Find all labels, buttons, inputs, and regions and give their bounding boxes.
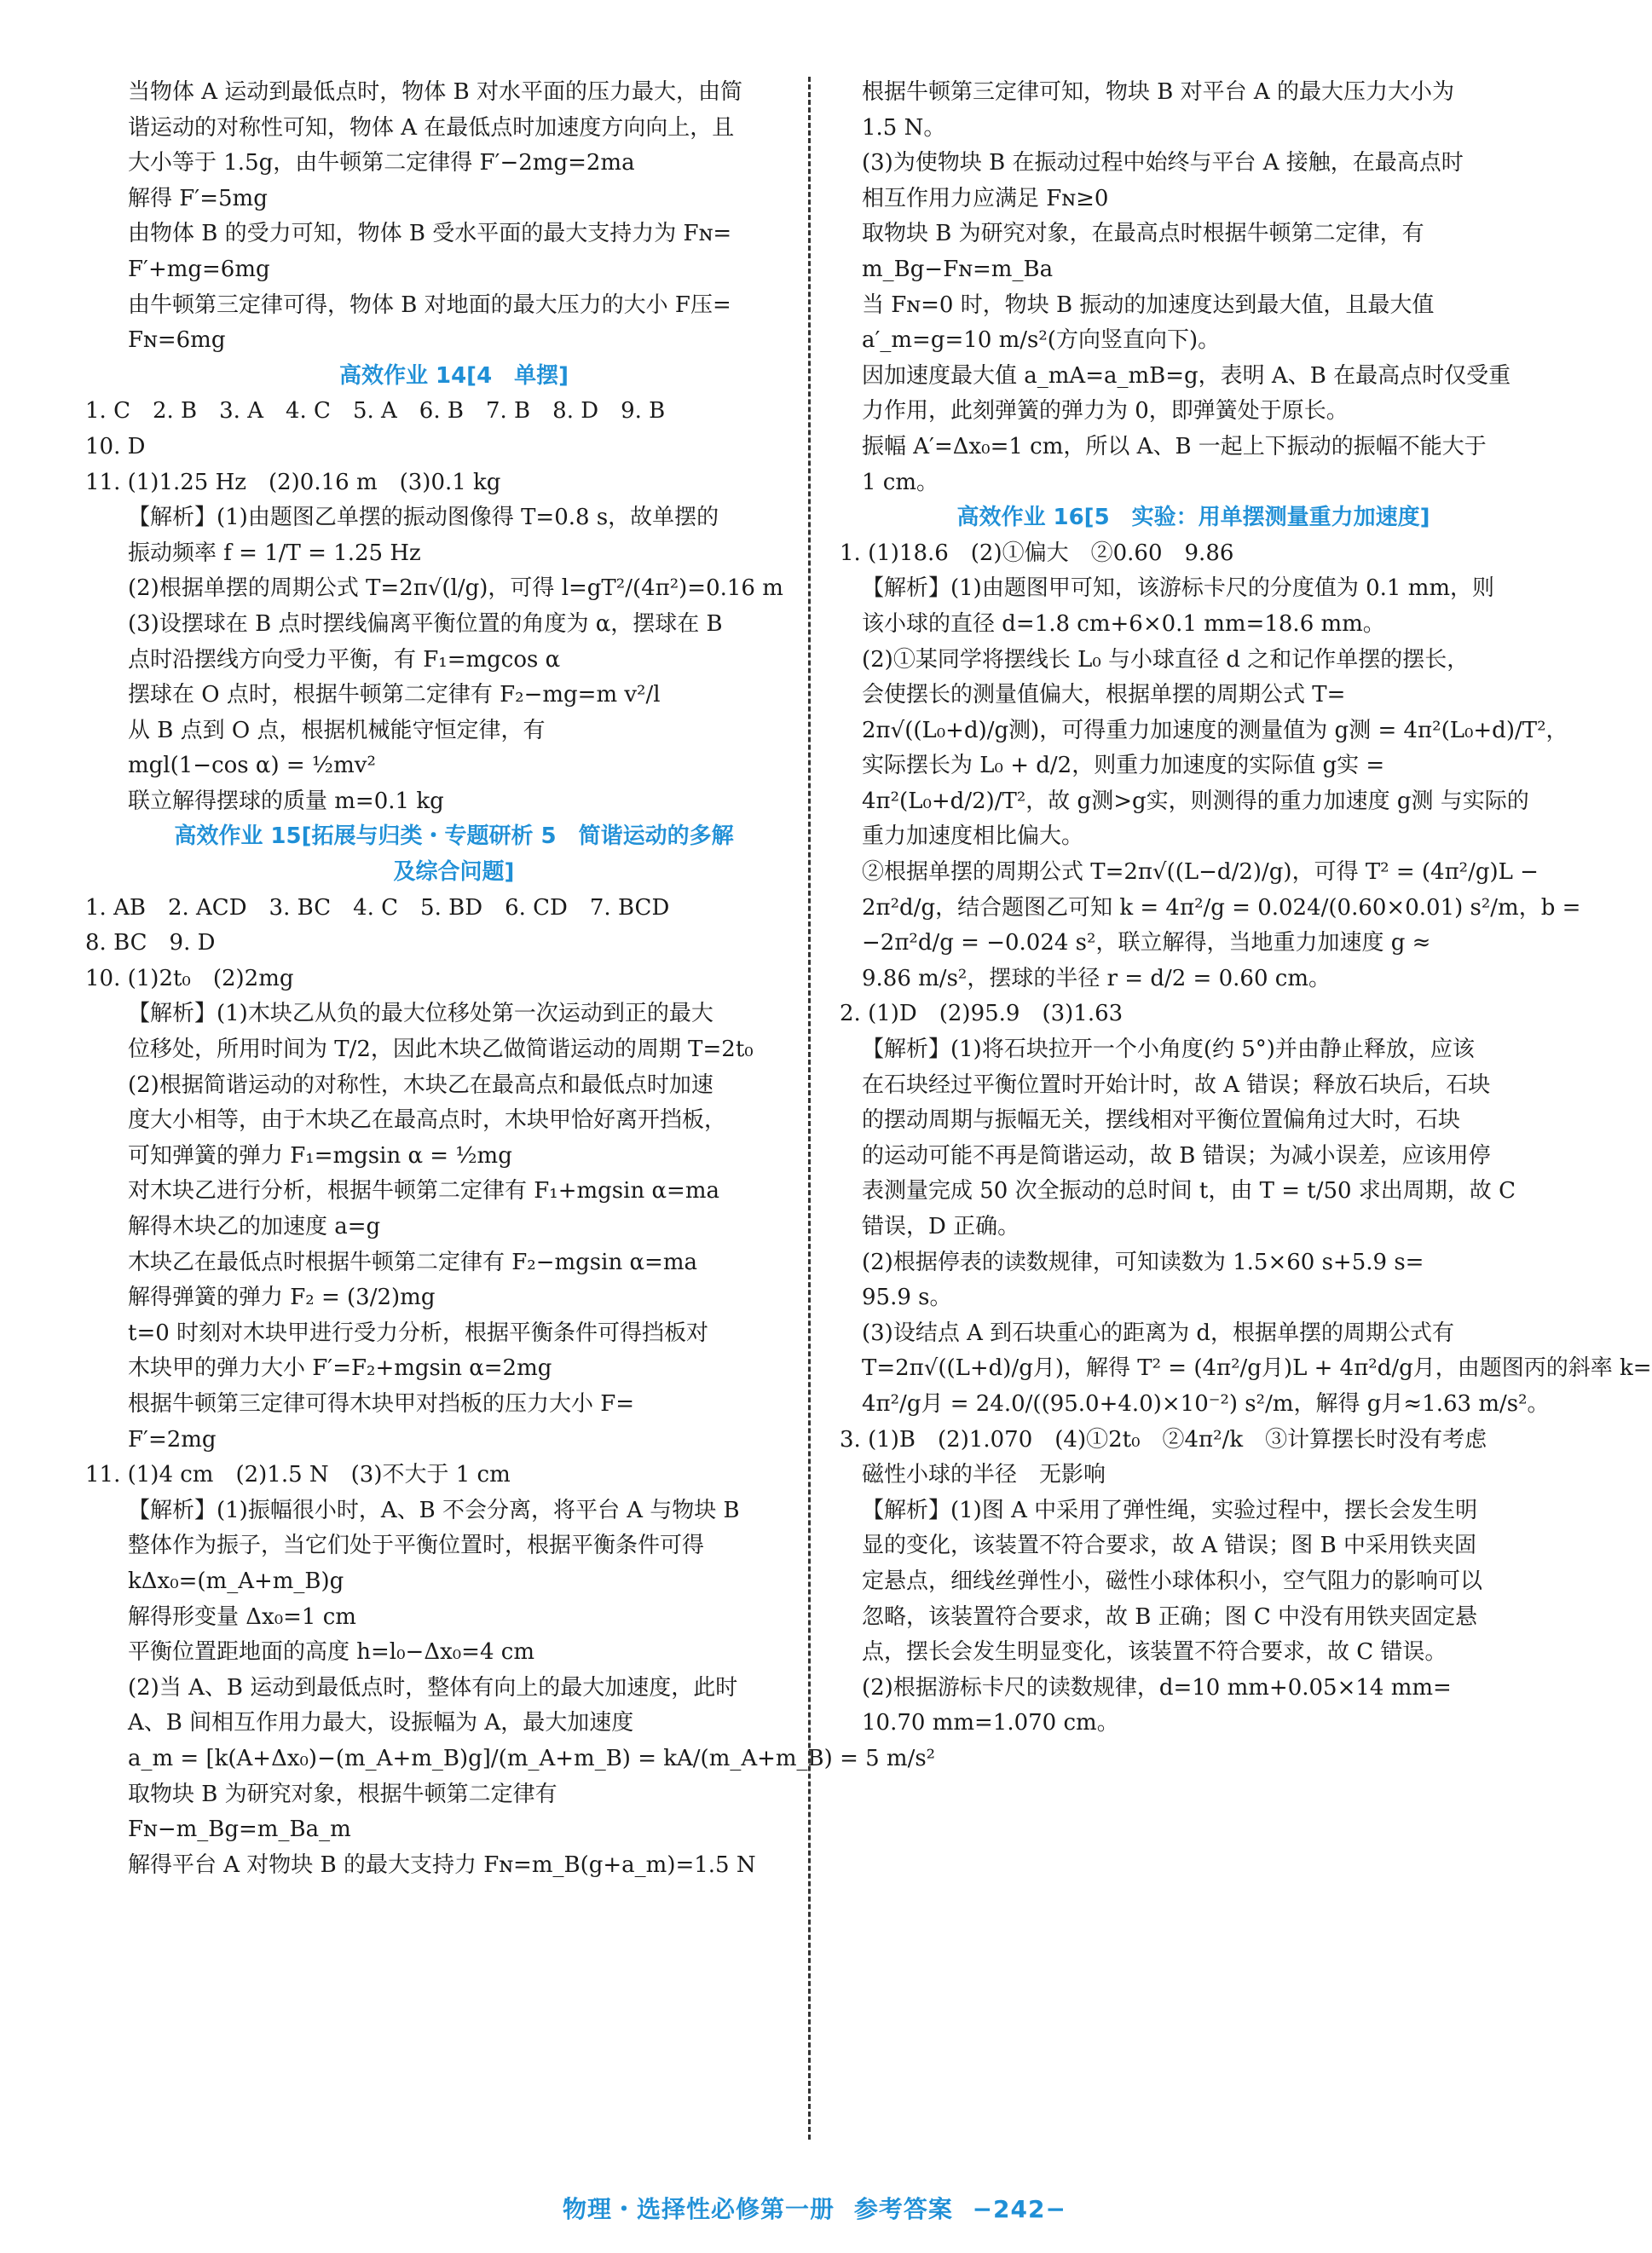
text-line: kΔx₀=(m_A+m_B)g [128, 1568, 344, 1594]
text-line: 振动频率 f = 1/T = 1.25 Hz [128, 540, 421, 566]
text-line: m_Bg−Fɴ=m_Ba [862, 256, 1054, 282]
text-line: 平衡位置距地面的高度 h=l₀−Δx₀=4 cm [128, 1639, 534, 1666]
text-line: 力作用，此刻弹簧的弹力为 0，即弹簧处于原长。 [862, 398, 1349, 425]
text-line: 从 B 点到 O 点，根据机械能守恒定律，有 [128, 717, 546, 743]
text-line: A、B 间相互作用力最大，设振幅为 A，最大加速度 [128, 1710, 634, 1736]
text-line: 会使摆长的测量值偏大，根据单摆的周期公式 T= [862, 682, 1346, 708]
text-line: (3)为使物块 B 在振动过程中始终与平台 A 接触，在最高点时 [862, 150, 1464, 176]
text-line: 显的变化，该装置不符合要求，故 A 错误；图 B 中采用铁夹固 [862, 1533, 1476, 1559]
text-line: (2)根据游标卡尺的读数规律，d=10 mm+0.05×14 mm= [862, 1674, 1452, 1701]
text-line: 解得木块乙的加速度 a=g [128, 1214, 381, 1239]
column-divider [808, 77, 811, 2140]
page-footer [0, 2191, 1629, 2225]
text-line: 1 cm。 [862, 469, 939, 495]
text-line: 1.5 N。 [862, 114, 946, 141]
text-line: −2π²d/g = −0.024 s²，联立解得，当地重力加速度 g ≈ [862, 930, 1431, 956]
text-line: 谐运动的对称性可知，物体 A 在最低点时加速度方向向上，且 [128, 114, 735, 141]
text-line: 4π²(L₀+d/2)/T²，故 g测>g实，则测得的重力加速度 g测 与实际的 [862, 788, 1529, 814]
text-line: Fɴ−m_Bg=m_Ba_m [128, 1817, 351, 1843]
text-line: 木块乙在最低点时根据牛顿第二定律有 F₂−mgsin α=ma [128, 1249, 697, 1275]
section-heading: 及综合问题] [393, 859, 515, 886]
text-line: 该小球的直径 d=1.8 cm+6×0.1 mm=18.6 mm。 [862, 610, 1385, 637]
text-line: (2)根据停表的读数规律，可知读数为 1.5×60 s+5.9 s= [862, 1249, 1424, 1275]
text-line: 解得形变量 Δx₀=1 cm [128, 1603, 356, 1630]
text-line: 1. AB 2. ACD 3. BC 4. C 5. BD 6. CD 7. BCD [85, 894, 670, 921]
text-line: 忽略，该装置符合要求，故 B 正确；图 C 中没有用铁夹固定悬 [862, 1603, 1478, 1630]
text-line: 2π√((L₀+d)/g测)，可得重力加速度的测量值为 g测 = 4π²(L₀+d)/T²， [862, 717, 1568, 743]
text-line: 位移处，所用时间为 T/2，因此木块乙做简谐运动的周期 T=2t₀ [128, 1037, 754, 1063]
text-line: 【解析】(1)木块乙从负的最大位移处第一次运动到正的最大 [128, 1001, 713, 1027]
text-line: 在石块经过平衡位置时开始计时，故 A 错误；释放石块后，石块 [862, 1072, 1491, 1098]
text-line: 当 Fɴ=0 时，物块 B 振动的加速度达到最大值，且最大值 [862, 292, 1435, 318]
text-line: 整体作为振子，当它们处于平衡位置时，根据平衡条件可得 [128, 1533, 705, 1559]
text-line: 8. BC 9. D [85, 930, 216, 956]
text-line: 当物体 A 运动到最低点时，物体 B 对水平面的压力最大，由简 [128, 79, 742, 105]
text-line: 定悬点，细线丝弹性小，磁性小球体积小，空气阻力的影响可以 [862, 1568, 1483, 1594]
text-line: 10. (1)2t₀ (2)2mg [85, 965, 294, 991]
text-line: 9.86 m/s²，摆球的半径 r = d/2 = 0.60 cm。 [862, 965, 1331, 991]
text-line: 联立解得摆球的质量 m=0.1 kg [128, 788, 444, 814]
section-heading: 高效作业 14[4 单摆] [338, 362, 569, 389]
text-line: 大小等于 1.5g，由牛顿第二定律得 F′−2mg=2ma [128, 150, 635, 176]
text-line: 2π²d/g，结合题图乙可知 k = 4π²/g = 0.024/(0.60×0.01) s²/m，b = [862, 894, 1581, 921]
text-line: 振幅 A′=Δx₀=1 cm，所以 A、B 一起上下振动的振幅不能大于 [862, 433, 1487, 459]
text-line: 【解析】(1)图 A 中采用了弹性绳，实验过程中，摆长会发生明 [862, 1497, 1478, 1523]
text-line: (3)设摆球在 B 点时摆线偏离平衡位置的角度为 α，摆球在 B [128, 610, 723, 637]
text-line: Fɴ=6mg [128, 327, 226, 354]
text-line: a_m = [k(A+Δx₀)−(m_A+m_B)g]/(m_A+m_B) = kA/(m_A+m_B) = 5 m/s² [128, 1745, 936, 1771]
section-heading: 高效作业 15[拓展与归类・专题研析 5 简谐运动的多解 [174, 823, 734, 850]
text-line: 实际摆长为 L₀ + d/2，则重力加速度的实际值 g实 = [862, 753, 1385, 779]
text-line: 11. (1)1.25 Hz (2)0.16 m (3)0.1 kg [85, 469, 501, 495]
text-line: 的摆动周期与振幅无关，摆线相对平衡位置偏角过大时，石块 [862, 1107, 1461, 1134]
text-line: T=2π√((L+d)/g月)，解得 T² = (4π²/g月)L + 4π²d/g月，由题图丙的斜率 k= [862, 1355, 1652, 1382]
footer-subject: 物理・选择性必修第一册 [563, 2195, 835, 2223]
text-line: mgl(1−cos α) = ½mv² [128, 753, 376, 779]
text-line: 由牛顿第三定律可得，物体 B 对地面的最大压力的大小 F压= [128, 292, 731, 318]
text-line: 11. (1)4 cm (2)1.5 N (3)不大于 1 cm [85, 1462, 511, 1488]
text-line: 点，摆长会发生明显变化，该装置不符合要求，故 C 错误。 [862, 1639, 1447, 1666]
text-line: ②根据单摆的周期公式 T=2π√((L−d/2)/g)，可得 T² = (4π²/g)L − [862, 859, 1539, 886]
text-line: 木块甲的弹力大小 F′=F₂+mgsin α=2mg [128, 1355, 552, 1382]
text-line: (2)①某同学将摆线长 L₀ 与小球直径 d 之和记作单摆的摆长， [862, 646, 1470, 673]
text-line: 1. (1)18.6 (2)①偏大 ②0.60 9.86 [840, 540, 1234, 566]
text-line: 的运动可能不再是简谐运动，故 B 错误；为减小误差，应该用停 [862, 1142, 1491, 1169]
text-line: 95.9 s。 [862, 1285, 952, 1311]
footer-answer: 参考答案 [853, 2195, 953, 2223]
text-line: 解得弹簧的弹力 F₂ = (3/2)mg [128, 1285, 436, 1311]
text-line: 错误，D 正确。 [862, 1214, 1020, 1239]
text-line: 10.70 mm=1.070 cm。 [862, 1710, 1119, 1736]
text-line: 可知弹簧的弹力 F₁=mgsin α = ½mg [128, 1142, 512, 1169]
text-line: 取物块 B 为研究对象，根据牛顿第二定律有 [128, 1781, 557, 1807]
text-line: 3. (1)B (2)1.070 (4)①2t₀ ②4π²/k ③计算摆长时没有考虑 [840, 1426, 1487, 1453]
text-line: 磁性小球的半径 无影响 [862, 1462, 1106, 1488]
text-line: 根据牛顿第三定律可知，物块 B 对平台 A 的最大压力大小为 [862, 79, 1454, 105]
text-line: 解得 F′=5mg [128, 185, 268, 211]
text-line: 表测量完成 50 次全振动的总时间 t，由 T = t/50 求出周期，故 C [862, 1178, 1516, 1204]
text-line: 点时沿摆线方向受力平衡，有 F₁=mgcos α [128, 646, 561, 673]
text-line: 解得平台 A 对物块 B 的最大支持力 Fɴ=m_B(g+a_m)=1.5 N [128, 1852, 756, 1878]
text-line: 摆球在 O 点时，根据牛顿第二定律有 F₂−mg=m v²/l [128, 682, 661, 708]
text-line: 因加速度最大值 a_mA=a_mB=g，表明 A、B 在最高点时仅受重 [862, 362, 1511, 389]
text-line: 【解析】(1)由题图乙单摆的振动图像得 T=0.8 s，故单摆的 [128, 505, 719, 531]
text-line: 度大小相等，由于木块乙在最高点时，木块甲恰好离开挡板， [128, 1107, 727, 1134]
text-line: 【解析】(1)将石块拉开一个小角度(约 5°)并由静止释放，应该 [862, 1037, 1475, 1063]
text-line: (2)根据单摆的周期公式 T=2π√(l/g)，可得 l=gT²/(4π²)=0.16 m [128, 575, 783, 602]
text-line: 根据牛顿第三定律可得木块甲对挡板的压力大小 F= [128, 1390, 635, 1417]
page-number: −242− [972, 2195, 1066, 2223]
text-line: (2)根据简谐运动的对称性，木块乙在最高点和最低点时加速 [128, 1072, 713, 1098]
text-line: 【解析】(1)振幅很小时，A、B 不会分离，将平台 A 与物块 B [128, 1497, 740, 1523]
text-line: F′=2mg [128, 1426, 217, 1453]
text-line: 4π²/g月 = 24.0/((95.0+4.0)×10⁻²) s²/m，解得 g月≈1.63 m/s²。 [862, 1390, 1550, 1417]
text-line: (2)当 A、B 运动到最低点时，整体有向上的最大加速度，此时 [128, 1674, 738, 1701]
text-line: 【解析】(1)由题图甲可知，该游标卡尺的分度值为 0.1 mm，则 [862, 575, 1495, 602]
right-column [840, 75, 1652, 1742]
text-line: t=0 时刻对木块甲进行受力分析，根据平衡条件可得挡板对 [128, 1320, 709, 1346]
text-line: 对木块乙进行分析，根据牛顿第二定律有 F₁+mgsin α=ma [128, 1178, 719, 1204]
text-line: 由物体 B 的受力可知，物体 B 受水平面的最大支持力为 Fɴ= [128, 221, 732, 247]
text-line: F′+mg=6mg [128, 256, 270, 282]
text-line: 重力加速度相比偏大。 [862, 823, 1084, 850]
text-line: 10. D [85, 433, 146, 459]
text-line: 取物块 B 为研究对象，在最高点时根据牛顿第二定律，有 [862, 221, 1424, 247]
text-line: 1. C 2. B 3. A 4. C 5. A 6. B 7. B 8. D 9. B [85, 398, 666, 425]
text-line: (3)设结点 A 到石块重心的距离为 d，根据单摆的周期公式有 [862, 1320, 1455, 1346]
section-heading: 高效作业 16[5 实验：用单摆测量重力加速度] [956, 505, 1430, 531]
text-line: a′_m=g=10 m/s²(方向竖直向下)。 [862, 327, 1221, 354]
text-line: 相互作用力应满足 Fɴ≥0 [862, 185, 1109, 211]
text-line: 2. (1)D (2)95.9 (3)1.63 [840, 1001, 1123, 1027]
